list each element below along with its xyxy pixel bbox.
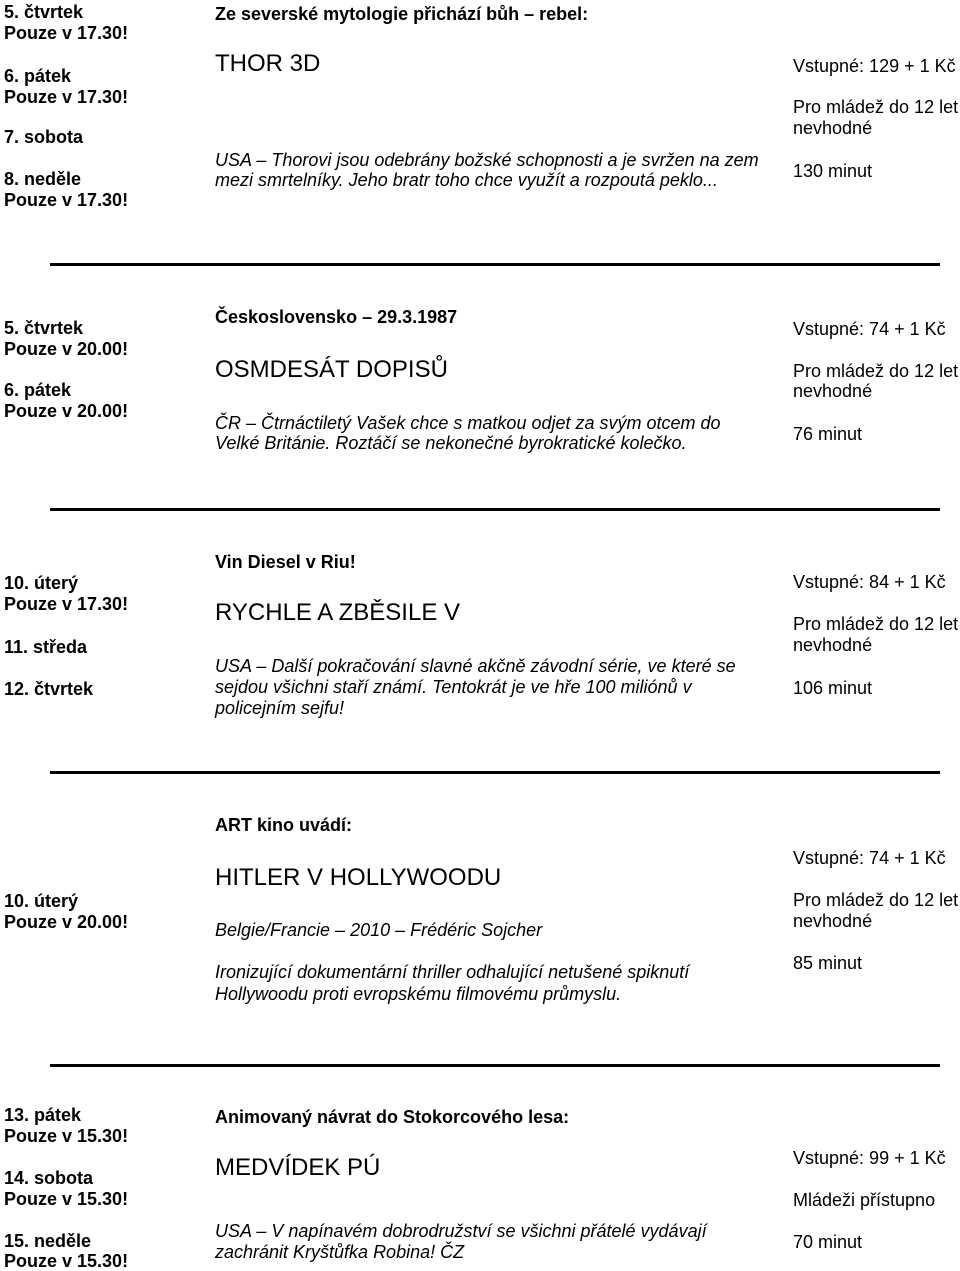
- film-description: ČR – Čtrnáctiletý Vašek chce s matkou odjet za svým otcem do: [215, 413, 721, 433]
- film-duration: 70 minut: [793, 1232, 863, 1252]
- screening-day: 10. úterý: [4, 573, 79, 593]
- program-intro: ART kino uvádí:: [215, 815, 353, 835]
- age-rating: nevhodné: [793, 635, 873, 655]
- ticket-price: Vstupné: 84 + 1 Kč: [793, 572, 946, 592]
- ticket-price: Vstupné: 99 + 1 Kč: [793, 1148, 946, 1168]
- film-duration: 106 minut: [793, 678, 873, 698]
- film-title: THOR 3D: [215, 50, 321, 77]
- program-intro: Vin Diesel v Riu!: [215, 552, 356, 572]
- screening-time: Pouze v 15.30!: [4, 1189, 129, 1209]
- film-description: mezi smrtelníky. Jeho bratr toho chce využít a rozpoutá peklo...: [215, 170, 718, 190]
- screening-time: Pouze v 15.30!: [4, 1251, 129, 1271]
- film-description: USA – Thorovi jsou odebrány božské schopnosti a je svržen na zem: [215, 150, 759, 170]
- program-intro: Animovaný návrat do Stokorcového lesa:: [215, 1107, 570, 1127]
- screening-time: Pouze v 20.00!: [4, 401, 129, 421]
- age-rating: Pro mládež do 12 let: [793, 97, 959, 117]
- screening-time: Pouze v 17.30!: [4, 594, 129, 614]
- film-description: USA – V napínavém dobrodružství se všichni přátelé vydávají: [215, 1221, 707, 1241]
- screening-time: Pouze v 17.30!: [4, 23, 129, 43]
- film-title: MEDVÍDEK PÚ: [215, 1154, 381, 1181]
- screening-time: Pouze v 17.30!: [4, 87, 129, 107]
- program-intro: Československo – 29.3.1987: [215, 307, 458, 327]
- age-rating: Pro mládež do 12 let: [793, 614, 959, 634]
- film-description: zachránit Kryštůfka Robina! ČZ: [215, 1242, 465, 1262]
- film-origin: Belgie/Francie – 2010 – Frédéric Sojcher: [215, 920, 543, 940]
- screening-day: 10. úterý: [4, 891, 79, 911]
- film-description: Hollywoodu proti evropskému filmovému průmyslu.: [215, 984, 622, 1004]
- film-title: HITLER V HOLLYWOODU: [215, 864, 502, 891]
- age-rating: nevhodné: [793, 911, 873, 931]
- screening-day: 6. pátek: [4, 66, 72, 86]
- age-rating: nevhodné: [793, 118, 873, 138]
- age-rating: Mládeži přístupno: [793, 1190, 936, 1210]
- section-divider: [50, 508, 940, 511]
- screening-day: 15. neděle: [4, 1231, 92, 1251]
- film-description: policejním sejfu!: [215, 698, 345, 718]
- section-divider: [50, 263, 940, 266]
- film-title: OSMDESÁT DOPISŮ: [215, 356, 448, 383]
- age-rating: Pro mládež do 12 let: [793, 361, 959, 381]
- age-rating: nevhodné: [793, 381, 873, 401]
- program-intro: Ze severské mytologie přichází bůh – rebel:: [215, 4, 589, 24]
- screening-day: 5. čtvrtek: [4, 318, 84, 338]
- screening-day: 7. sobota: [4, 127, 84, 147]
- screening-day: 6. pátek: [4, 380, 72, 400]
- screening-day: 13. pátek: [4, 1105, 82, 1125]
- film-duration: 130 minut: [793, 161, 873, 181]
- film-description: USA – Další pokračování slavné akčně závodní série, ve které se: [215, 656, 736, 676]
- screening-day: 5. čtvrtek: [4, 2, 84, 22]
- screening-time: Pouze v 20.00!: [4, 912, 129, 932]
- age-rating: Pro mládež do 12 let: [793, 890, 959, 910]
- film-duration: 85 minut: [793, 953, 863, 973]
- ticket-price: Vstupné: 74 + 1 Kč: [793, 319, 946, 339]
- film-description: sejdou všichni staří známí. Tentokrát je ve hře 100 miliónů v: [215, 677, 692, 697]
- film-duration: 76 minut: [793, 424, 863, 444]
- screening-day: 14. sobota: [4, 1168, 94, 1188]
- screening-time: Pouze v 20.00!: [4, 339, 129, 359]
- section-divider: [50, 771, 940, 774]
- film-description: Ironizující dokumentární thriller odhalující netušené spiknutí: [215, 962, 690, 982]
- screening-time: Pouze v 17.30!: [4, 190, 129, 210]
- screening-time: Pouze v 15.30!: [4, 1126, 129, 1146]
- screening-day: 8. neděle: [4, 169, 82, 189]
- film-description: Velké Británie. Roztáčí se nekonečné byrokratické kolečko.: [215, 433, 687, 453]
- section-divider: [50, 1064, 940, 1067]
- screening-day: 11. středa: [4, 637, 88, 657]
- film-title: RYCHLE A ZBĚSILE V: [215, 599, 461, 626]
- ticket-price: Vstupné: 129 + 1 Kč: [793, 56, 956, 76]
- screening-day: 12. čtvrtek: [4, 679, 94, 699]
- ticket-price: Vstupné: 74 + 1 Kč: [793, 848, 946, 868]
